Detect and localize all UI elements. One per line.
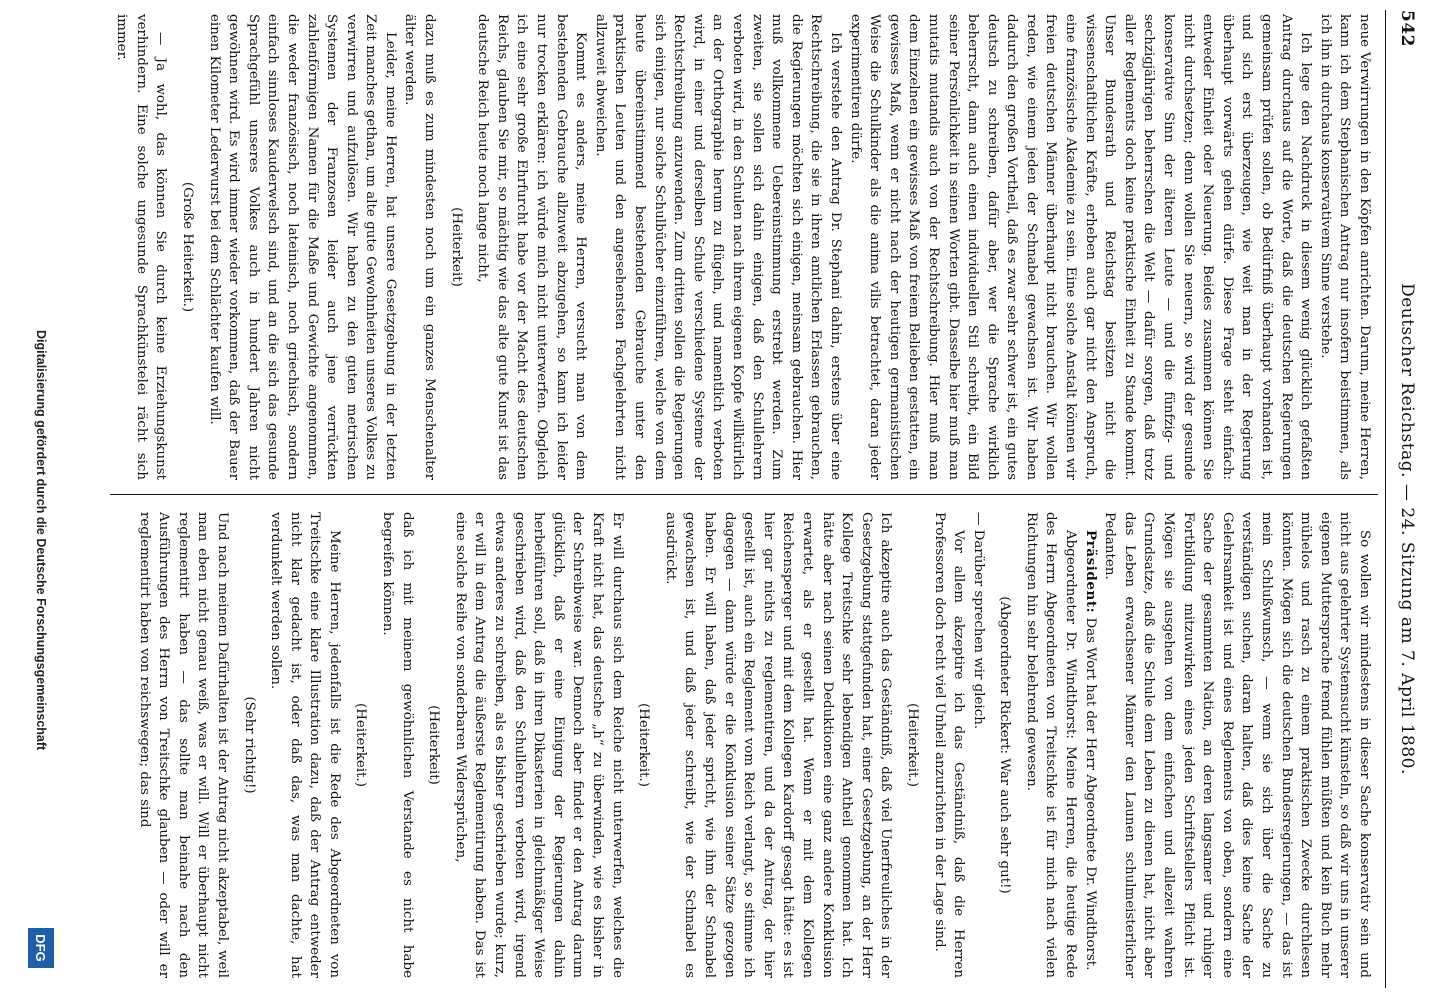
- paragraph-text: Ich verstehe den Antrag Dr. Stephani dahin, erstens über eine Rechtschreibung, die sie in ihren amtlichen Erlassen gebrauchen, die Regierungen möchten sich einigen, meinsam gebrauchen. Hier muß vollkommene Uebereinstimmung erstrebt werden. Zum zweiten, sie sollen sich dahin einigen, daß den Schullehrern verboten wird, in den Schulen nach ihrem eigenen Kopfe willkürlich an der Orthographie herum zu flügeln, und namentlich verboten wird, in einer und derselben Schule verschiedene Systeme der Rechtschreibung anzuwenden. Zum dritten sollen die Regierungen sich einigen, nur solche Schulbücher einzuführen, welche von dem heute übereinstimmend bestehenden Gebrauche unter den praktischen Leuten und den angesehensten Fachgelehrten nicht allzuweit abweichen.: [592, 14, 843, 480]
- running-title: Deutscher Reichstag. — 24. Sitzung am 7. April 1880.: [1397, 283, 1417, 775]
- left-column: [112, 14, 1374, 480]
- paragraph-text: — Darüber sprechen wir gleich.: [970, 512, 986, 730]
- paragraph-text: neue Verwirrungen in den Köpfen anrichten. Darum, meine Herren, kann ich dem Stephanischen Antrag nur insofern beistimmen, als ich ihn in durchaus konservativem Sinne verstehe.: [1317, 14, 1372, 480]
- speaker-label: Präsident:: [1082, 530, 1099, 614]
- paragraph-text: (Heiterkeit.): [636, 703, 652, 787]
- paragraph-text: Kommt es anders, meine Herren, versucht man von dem bestehenden Gebrauche allzuweit abzugehen, so kann ich leider nur trocken erklären: ich würde mich nicht unterwerfen. Obgleich ich eine sehr große Ehrfurcht habe vor der Macht des deutschen Reichs, glauben Sie mir, so mächtig wie das alte gute Kunst ist das deutsche Reich heute noch lange nicht,: [475, 14, 589, 480]
- paragraph-text: (Heiterkeit): [426, 705, 442, 785]
- paragraph: [590, 14, 845, 480]
- paragraph: [134, 512, 232, 978]
- paragraph-text: Ich lege den Nachdruck in diesem wenig glücklich gefaßten Antrag durchaus auf die Worte, daß die deutschen Regierungen gemeinsam prüfen sollen, ob Bedürfniß überhaupt vorhanden ist, und sich erst überzeugen, wie weit man in der Regierung überhaupt vorwärts gehen dürfe. Diese Frage steht einfach: entweder Einheit oder Neuerung. Beides zusammen können Sie nicht durchsetzen; denn wollen Sie neuern, so wird der gesunde konservative Sinn der älteren Leute — und die fünfzig- und sechzigjährigen beherrschen die Welt — dafür sorgen, daß trotz aller Reglements doch keine praktische Einheit zu Stande kommt. Unser Bundesrath und Reichstag besitzen nicht die wissenschaftlichen Kräfte, erheben auch gar nicht den Anspruch, eine französische Akademie zu sein. Eine solche Anstalt können wir freien deutschen Männer überhaupt nicht brauchen. Wir wollen reden, wie einem jeden der Schnabel gewachsen ist. Wir haben dadurch den großen Vortheil, daß es zwar sehr schwer ist, ein gutes deutsch zu schreiben, dafür aber, wer die Sprache wirklich beherrscht, dann auch einen individuellen Stil schreibt, ein Bild seiner Persönlichkeit in seinen Worten gibt. Dasselbe hier muß man mutatis mutandis auch von der Rechtschreibung. Hier muß man dem Einzelnen ein gewisses Maß von freiem Belieben gestatten, ein gewisses Maß, wenn er nicht nach der heutigen germanistischen Weise die Schulkinder als die anima vilis betrachtet, daran jeder experimentiren dürfe.: [847, 14, 1314, 480]
- dfg-logo: DFG: [28, 928, 54, 968]
- paragraph: [400, 14, 439, 480]
- paragraph-text: (Große Heiterkeit.): [179, 181, 195, 313]
- paragraph-text: (Heiterkeit.): [353, 703, 369, 787]
- paragraph-text: Und nach meinem Dafürhalten ist der Antrag nicht akzeptabel, weil man eben nicht genau weiß, was er will. Will er überhaupt nicht reglementirt haben — das sollte man beinahe nach den Ausführungen des Herrn von Treitschke glauben — oder will er reglementirt haben von reichswegen; das sind: [136, 512, 230, 978]
- paragraph: [929, 512, 968, 978]
- paragraph: [1021, 512, 1080, 978]
- paragraph-text: daß ich mit meinem gewöhnlichen Verstande es nicht habe begreifen können.: [380, 512, 415, 978]
- page-header: [1388, 10, 1426, 988]
- paragraph-text: Leider, meine Herren, hat unsere Gesetzgebung in der letzten Zeit manches gethan, um alte gute Gewohnheiten unseres Volkes zu verwirren und aufzulösen. Wir haben zu den guten metrischen Systemen der Franzosen leider auch jene verrückten zahlenförmigen Namen für die Maße und Gewichte angenommen, die weder französisch, noch lateinisch, noch griechisch, sondern einfach sinnloses Kauderwelsch sind, und an die sich das gesunde Sprachgefühl unseres Volkes auch in hundert Jahren nicht gewöhnen wird. Es wird immer wieder vorkommen, daß der Bauer einen Kilometer Lederwurst bei dem Schlächter kaufen will.: [206, 14, 398, 480]
- interjection: [424, 512, 444, 978]
- page-number: 542: [1397, 10, 1417, 47]
- paragraph-text: Er will durchaus sich dem Reiche nicht unterwerfen, welches die Kraft nicht hat, das deutsche „h“ zu überwinden, wie es bisher in der Schreibweise war. Dennoch aber findet er den Antrag darum glücklich, daß er eine Einigung der Regierungen dahin herbeiführen soll, daß in ihren Dikasterien in gleichmäßiger Weise geschrieben wird, daß den Schullehrern verboten wird, irgend etwas anderes zu schreiben, als es bisher geschrieben wurde; kurz, er will in dem Antrag die äußerste Reglementirung haben. Das ist eine solche Reihe von sonderbaren Widersprüchen,: [452, 512, 625, 978]
- paragraph-text: Abgeordneter Dr. Windthorst: Meine Herren, die heutige Rede des Herrn Abgeordneten von Treitschke ist für mich nach vielen Richtungen hin sehr belehrend gewesen.: [1023, 512, 1079, 978]
- interjection: [177, 14, 197, 480]
- paragraph: [378, 512, 417, 978]
- interjection: [634, 512, 654, 978]
- paragraph: [204, 14, 400, 480]
- paragraph: [660, 512, 895, 978]
- paragraph: [1100, 512, 1374, 978]
- paragraph-text: Vor allem akzeptire ich das Geständniß, daß die Herren Professoren doch recht viel Unheil anzurichten in der Lage sind.: [931, 512, 967, 978]
- paragraph: [266, 512, 344, 978]
- paragraph-text: (Sehr richtig!): [241, 696, 257, 794]
- paragraph-text: (Abgeordneter Rickert: War auch sehr gut!): [997, 596, 1013, 894]
- paragraph-text: (Heiterkeit): [448, 207, 464, 287]
- digitization-note: Digitalisierung gefördert durch die Deutsche Forschungsgemeinschaft: [34, 330, 48, 751]
- paragraph-text: dazu muß es zum mindesten noch um ein ganzes Menschenalter älter werden.: [402, 14, 438, 480]
- paragraph: [1315, 14, 1374, 480]
- right-column: [112, 512, 1374, 978]
- paragraph-text: Ich akzeptire auch das Geständniß, daß viel Unerfreuliches in der Gesetzgebung stattgefunden hat, einer Gesetzgebung, an der Herr Kollege Treitschke sehr lebendigen Antheil genommen hat. Ich hätte aber nach seinen Deduktionen eine ganz andere Konklusion erwartet, als er gestellt hat. Wenn er mit dem Kollegen Reichensperger und mit dem Kollegen Kardorff gesagt hätte: es ist hier gar nichts zu reglementiren, und da der Antrag, der hier gestellt ist, auch ein Reglement vom Reich verlangt, so stimme ich dagegen — dann würde er die Konklusion seiner Sätze gezogen haben. Er will haben, daß jeder spricht, wie ihm der Schnabel gewachsen ist, und daß jeder schreibt, wie der Schnabel es ausdrückt.: [662, 512, 894, 978]
- paragraph: [1080, 512, 1100, 978]
- paragraph-text: Das Wort hat der Herr Abgeordnete Dr. Windthorst.: [1082, 617, 1098, 971]
- digitization-footer: [0, 0, 62, 1000]
- column-divider: [110, 494, 1378, 495]
- paragraph: [473, 14, 591, 480]
- paragraph: [450, 512, 626, 978]
- paragraph: [112, 14, 170, 480]
- page-content: [102, 0, 1432, 1000]
- interjection: [446, 14, 466, 480]
- header-rule: [1385, 10, 1386, 988]
- interjection: [351, 512, 371, 978]
- interjection: [995, 512, 1015, 978]
- paragraph-text: So wollen wir mindestens in dieser Sache konservativ sein und nicht aus gelehrter Systemsucht künsteln, so daß wir uns in unserer eigenen Muttersprache fremd fühlen müßten und kein Buch mehr mühelos und rasch zu einem praktischen Zwecke durchlesen könnten. Mögen sich die deutschen Bundesregierungen, — das ist mein Schlußwunsch, — wenn sie sich über die Sache zu verständigen suchen, daran halten, daß dies keine Sache der Gelehrsamkeit ist und eines Reglements von oben, sondern eine Sache der gesammten Nation, an deren langsamer und ruhiger Fortbildung mitzuwirken eines jeden Schriftstellers Pflicht ist. Mögen sie ausgehen von dem einfachen und allezeit wahren Grundsatze, daß die Schule dem Leben zu dienen hat, nicht aber das Leben erwachsener Männer den Launen schulmeisterlicher Pedanten.: [1102, 512, 1372, 978]
- paragraph: [968, 512, 988, 978]
- interjection: [902, 512, 922, 978]
- paragraph-text: (Heiterkeit.): [904, 703, 920, 787]
- interjection: [239, 512, 259, 978]
- paragraph-text: Meine Herren, jedenfalls ist die Rede des Abgeordneten von Treitschke eine klare Illustration dazu, daß der Antrag entweder nicht klar gedacht ist, oder daß das, was man dachte, hat verdunkelt werden sollen.: [268, 512, 342, 978]
- paragraph: [845, 14, 1315, 480]
- paragraph-text: — Ja wohl, das können Sie durch keine Erziehungskunst verhindern. Eine solche ungesunde Sprachkünstelei rächt sich immer.: [114, 14, 169, 480]
